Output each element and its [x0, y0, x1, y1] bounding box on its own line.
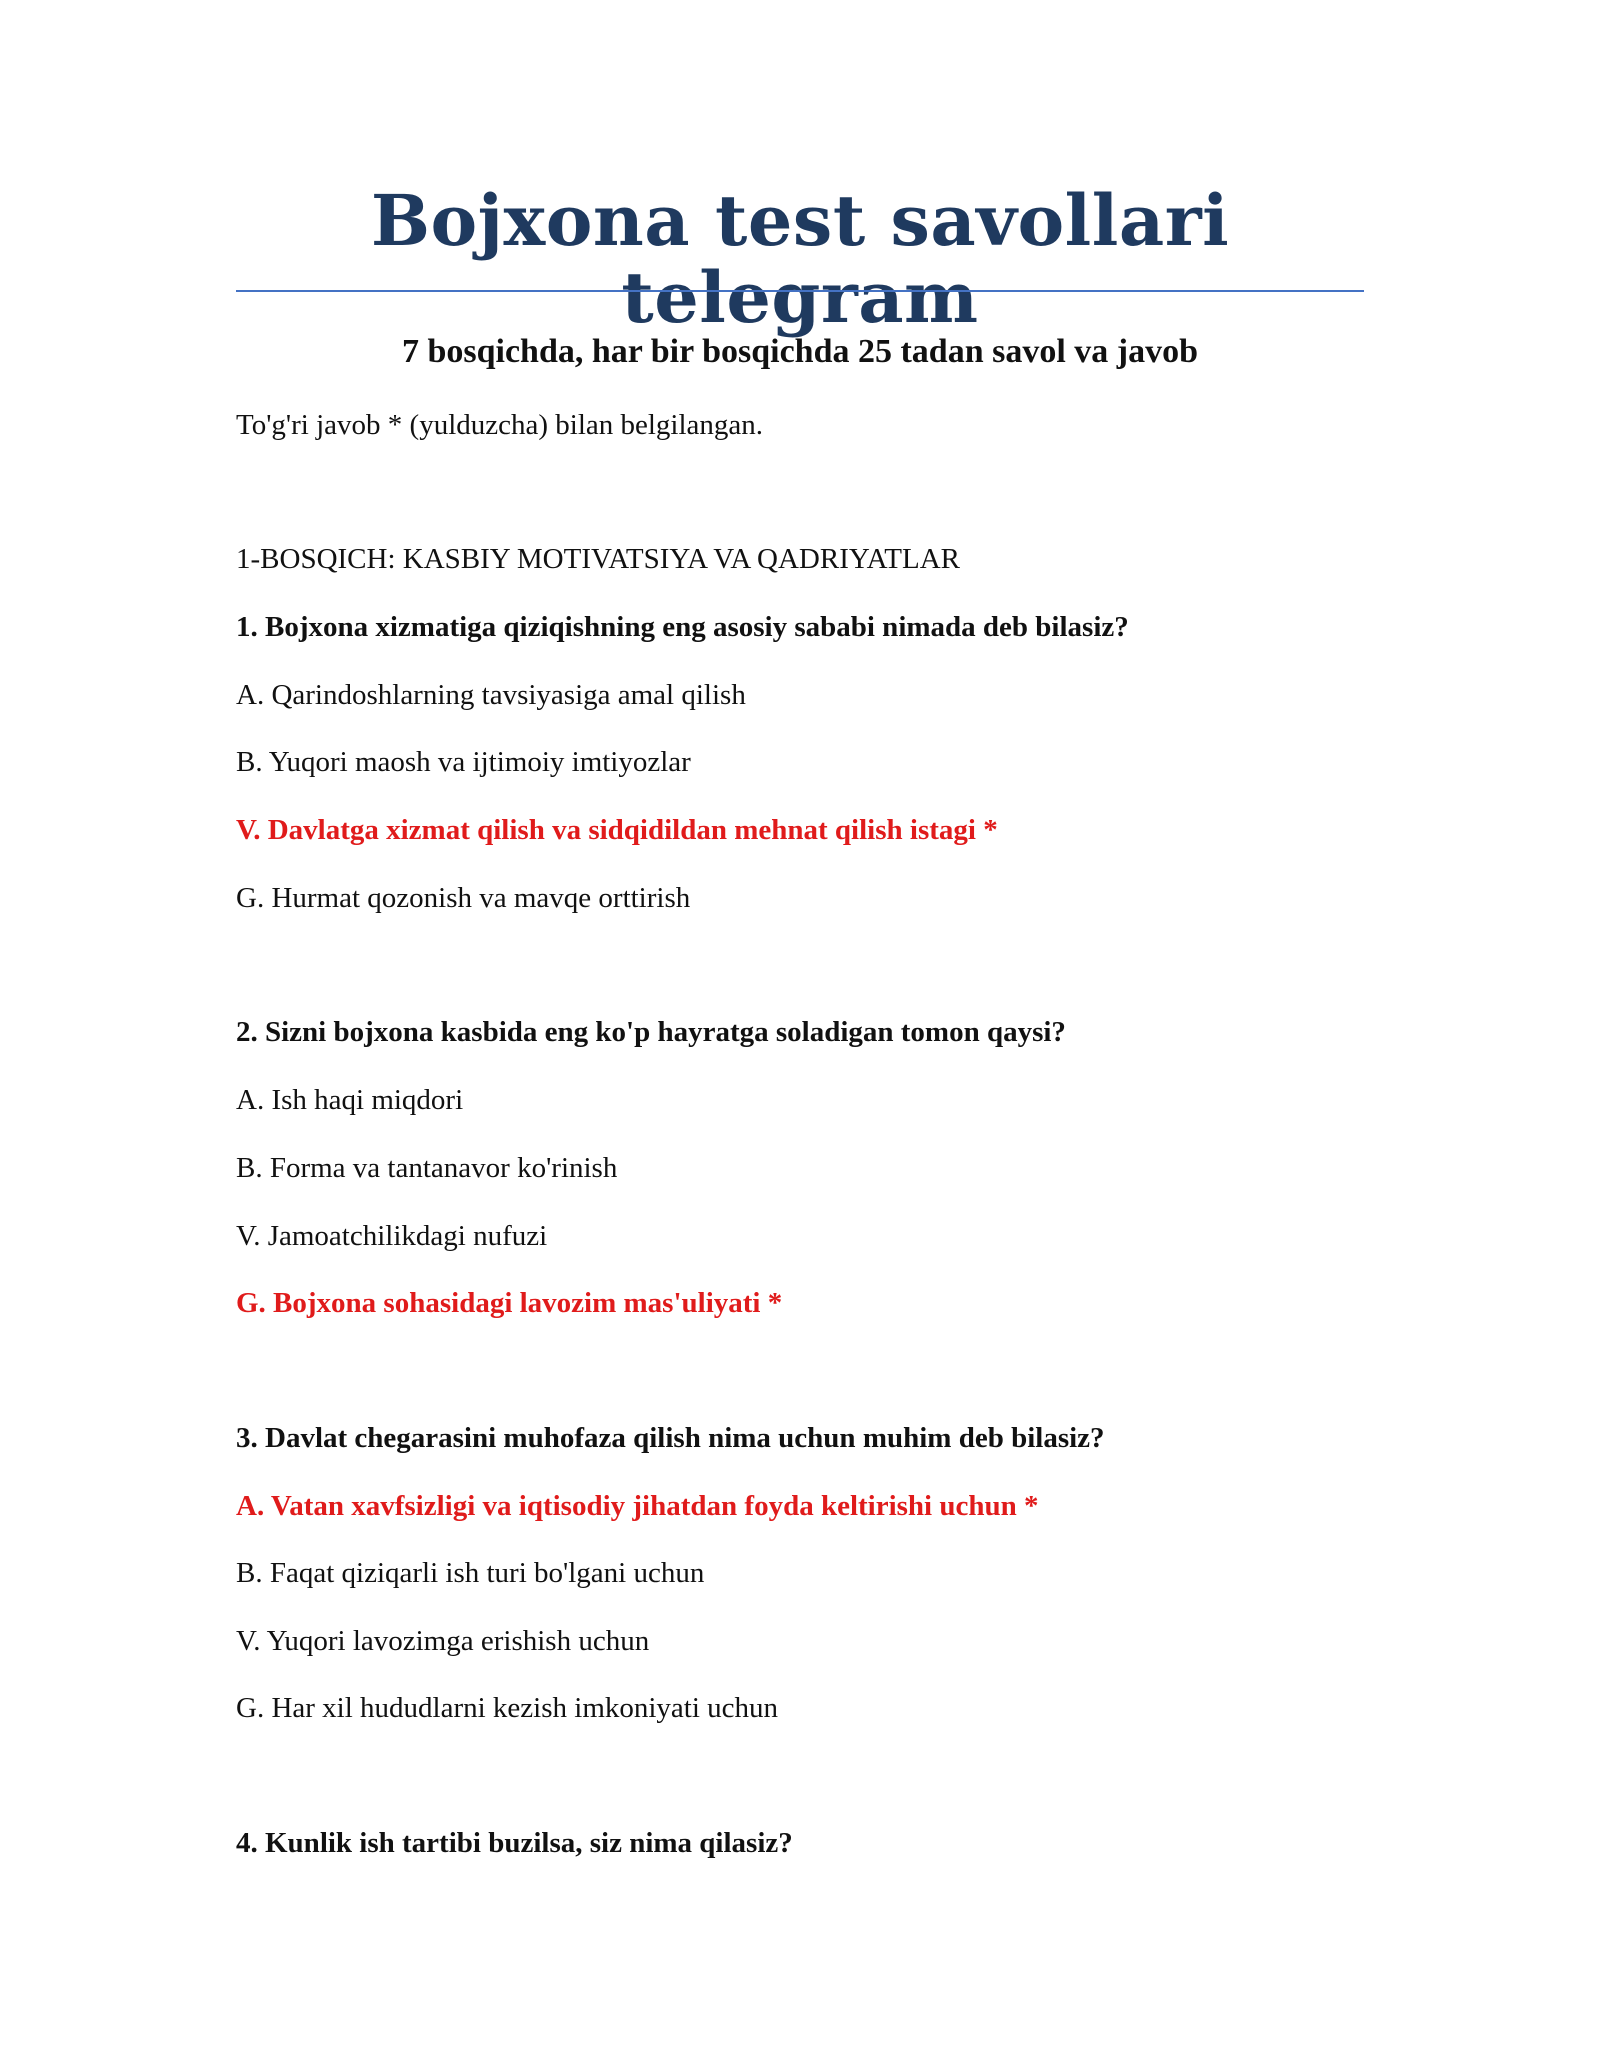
- page-subtitle: 7 bosqichda, har bir bosqichda 25 tadan savol va javob: [401, 333, 1199, 370]
- question-3-text: 3. Davlat chegarasini muhofaza qilish nima uchun muhim deb bilasiz?: [236, 1422, 1105, 1454]
- page-title: Bojxona test savollari telegram: [370, 179, 1230, 339]
- section-heading: 1-BOSQICH: KASBIY MOTIVATSIYA VA QADRIYATLAR: [236, 543, 961, 575]
- question-3-option-g: G. Har xil hududlarni kezish imkoniyati uchun: [236, 1692, 779, 1724]
- question-1-option-v-correct: V. Davlatga xizmat qilish va sidqidildan mehnat qilish istagi *: [236, 814, 998, 846]
- question-2-option-v: V. Jamoatchilikdagi nufuzi: [236, 1220, 548, 1252]
- question-2-option-b: B. Forma va tantanavor ko'rinish: [236, 1152, 618, 1184]
- question-1-option-a: A. Qarindoshlarning tavsiyasiga amal qilish: [236, 679, 746, 711]
- question-1-text: 1. Bojxona xizmatiga qiziqishning eng asosiy sababi nimada deb bilasiz?: [236, 611, 1129, 643]
- question-2-option-a: A. Ish haqi miqdori: [236, 1084, 464, 1116]
- question-2-option-g-correct: G. Bojxona sohasidagi lavozim mas'uliyati *: [236, 1287, 783, 1319]
- question-2-text: 2. Sizni bojxona kasbida eng ko'p hayratga soladigan tomon qaysi?: [236, 1016, 1066, 1048]
- question-3-option-b: B. Faqat qiziqarli ish turi bo'lgani uchun: [236, 1557, 705, 1589]
- question-1-option-g: G. Hurmat qozonish va mavqe orttirish: [236, 882, 691, 914]
- question-1-option-b: B. Yuqori maosh va ijtimoiy imtiyozlar: [236, 746, 691, 778]
- question-3-option-a-correct: A. Vatan xavfsizligi va iqtisodiy jihatdan foyda keltirishi uchun *: [236, 1490, 1039, 1522]
- answer-key-note: To'g'ri javob * (yulduzcha) bilan belgilangan.: [236, 409, 764, 441]
- question-4-text: 4. Kunlik ish tartibi buzilsa, siz nima qilasiz?: [236, 1827, 793, 1859]
- question-3-option-v: V. Yuqori lavozimga erishish uchun: [236, 1625, 650, 1657]
- title-underline: [236, 290, 1364, 292]
